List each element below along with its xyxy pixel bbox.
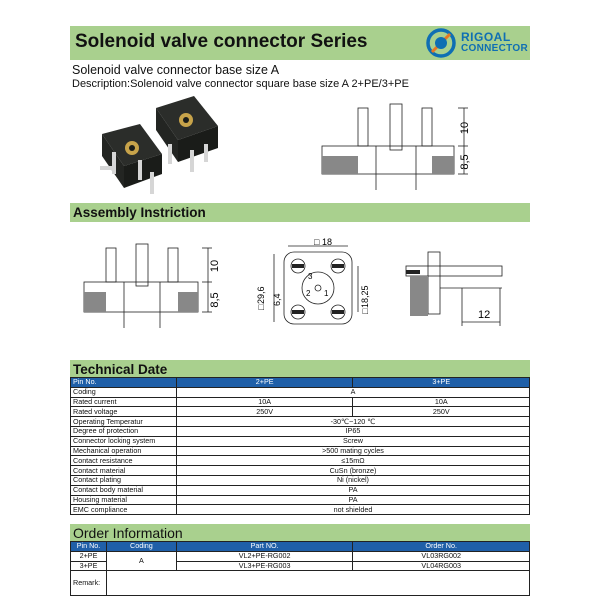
- technical-row-value: Ni (nickel): [176, 475, 529, 485]
- order-table: [70, 541, 530, 596]
- technical-row-value: -30℃~120 ℃: [176, 417, 529, 427]
- assembly-side-drawing: [80, 238, 230, 333]
- technical-title: Technical Date: [73, 362, 168, 377]
- technical-row-value: not shielded: [176, 505, 529, 515]
- technical-row: [71, 495, 530, 505]
- technical-row: [71, 505, 530, 515]
- technical-row-value-col2: 10A: [353, 397, 530, 407]
- order-title: Order Information: [73, 525, 183, 541]
- technical-row-value-col1: 250V: [176, 407, 353, 417]
- technical-row: [71, 407, 530, 417]
- assembly-title: Assembly Instriction: [73, 205, 206, 220]
- technical-row-value: >500 mating cycles: [176, 446, 529, 456]
- order-pin: 3+PE: [71, 561, 107, 571]
- remark-label: Remark:: [71, 571, 107, 596]
- technical-row-label: Rated current: [71, 397, 177, 407]
- dim-upper-label: 10: [459, 121, 471, 135]
- technical-row: [71, 417, 530, 427]
- profile-dim: 12: [478, 309, 491, 321]
- technical-header-row: [71, 378, 530, 388]
- front-dim-right-prefix: □: [360, 308, 370, 314]
- technical-row-value: PA: [176, 495, 529, 505]
- technical-row-value: CuSn (bronze): [176, 466, 529, 476]
- technical-row: [71, 466, 530, 476]
- pin-label-1: 1: [324, 289, 329, 298]
- technical-row-value: A: [176, 387, 529, 397]
- remark-value: [106, 571, 529, 596]
- technical-row-value: IP65: [176, 426, 529, 436]
- side-dim-upper: 10: [209, 259, 221, 273]
- pin-label-3: 3: [308, 272, 313, 281]
- order-part: VL3+PE-RG003: [176, 561, 353, 571]
- technical-row-label: Contact material: [71, 466, 177, 476]
- technical-row-label: Contact resistance: [71, 456, 177, 466]
- connector-photo-right: [156, 96, 218, 172]
- product-photo: [90, 92, 230, 202]
- order-header-pin: Pin No.: [71, 542, 107, 552]
- order-number: VL04RG003: [353, 561, 530, 571]
- technical-header-col1: 2+PE: [176, 378, 353, 388]
- front-dim-left-outer: 29,6: [256, 286, 266, 304]
- technical-table: [70, 377, 530, 515]
- technical-row-label: Contact plating: [71, 475, 177, 485]
- technical-row-label: Housing material: [71, 495, 177, 505]
- technical-row-label: Contact body material: [71, 485, 177, 495]
- technical-row-label: Operating Temperatur: [71, 417, 177, 427]
- technical-row-value-col1: 10A: [176, 397, 353, 407]
- technical-row-label: Degree of protection: [71, 426, 177, 436]
- order-coding: A: [106, 551, 176, 571]
- technical-row-label: Rated voltage: [71, 407, 177, 417]
- technical-row-label: Mechanical operation: [71, 446, 177, 456]
- front-dim-left-inner: 6,4: [272, 293, 282, 306]
- technical-row-value-col2: 250V: [353, 407, 530, 417]
- assembly-profile-drawing: [398, 244, 530, 334]
- technical-header-label: Pin No.: [71, 378, 177, 388]
- order-header-coding: Coding: [106, 542, 176, 552]
- technical-row-label: Connector locking system: [71, 436, 177, 446]
- technical-row: [71, 426, 530, 436]
- logo-line2: CONNECTOR: [461, 43, 528, 54]
- logo-line1: RIGOAL: [461, 30, 511, 44]
- technical-row: [71, 387, 530, 397]
- front-dim-left-prefix: □: [256, 304, 266, 310]
- order-part: VL2+PE-RG002: [176, 551, 353, 561]
- pin-label-2: 2: [306, 289, 311, 298]
- order-row: [71, 551, 530, 561]
- front-dim-top-prefix: □: [314, 237, 320, 247]
- side-dim-lower: 8,5: [209, 292, 221, 308]
- order-header-order: Order No.: [353, 542, 530, 552]
- base-section-drawing: [318, 100, 483, 195]
- page-title: Solenoid valve connector Series: [75, 31, 368, 52]
- technical-row-label: Coding: [71, 387, 177, 397]
- technical-header-col2: 3+PE: [353, 378, 530, 388]
- assembly-front-drawing: [250, 236, 380, 336]
- front-dim-top: 18: [322, 237, 333, 247]
- order-header-row: [71, 542, 530, 552]
- technical-row-value: PA: [176, 485, 529, 495]
- technical-row: [71, 456, 530, 466]
- technical-row-value: Screw: [176, 436, 529, 446]
- technical-row: [71, 485, 530, 495]
- technical-row: [71, 397, 530, 407]
- connector-photo-left: [100, 124, 162, 194]
- technical-row-label: EMC compliance: [71, 505, 177, 515]
- technical-row: [71, 446, 530, 456]
- description: Description:Solenoid valve connector square base size A 2+PE/3+PE: [72, 78, 409, 90]
- order-pin: 2+PE: [71, 551, 107, 561]
- subtitle: Solenoid valve connector base size A: [72, 63, 280, 77]
- order-number: VL03RG002: [353, 551, 530, 561]
- dim-lower-label: 8,5: [459, 154, 471, 170]
- front-dim-right: 18,25: [360, 285, 370, 308]
- technical-row: [71, 475, 530, 485]
- rigoal-logo-icon: [426, 28, 458, 58]
- order-header-part: Part NO.: [176, 542, 353, 552]
- technical-row: [71, 436, 530, 446]
- technical-row-value: ≤15mΩ: [176, 456, 529, 466]
- order-remark-row: [71, 571, 530, 596]
